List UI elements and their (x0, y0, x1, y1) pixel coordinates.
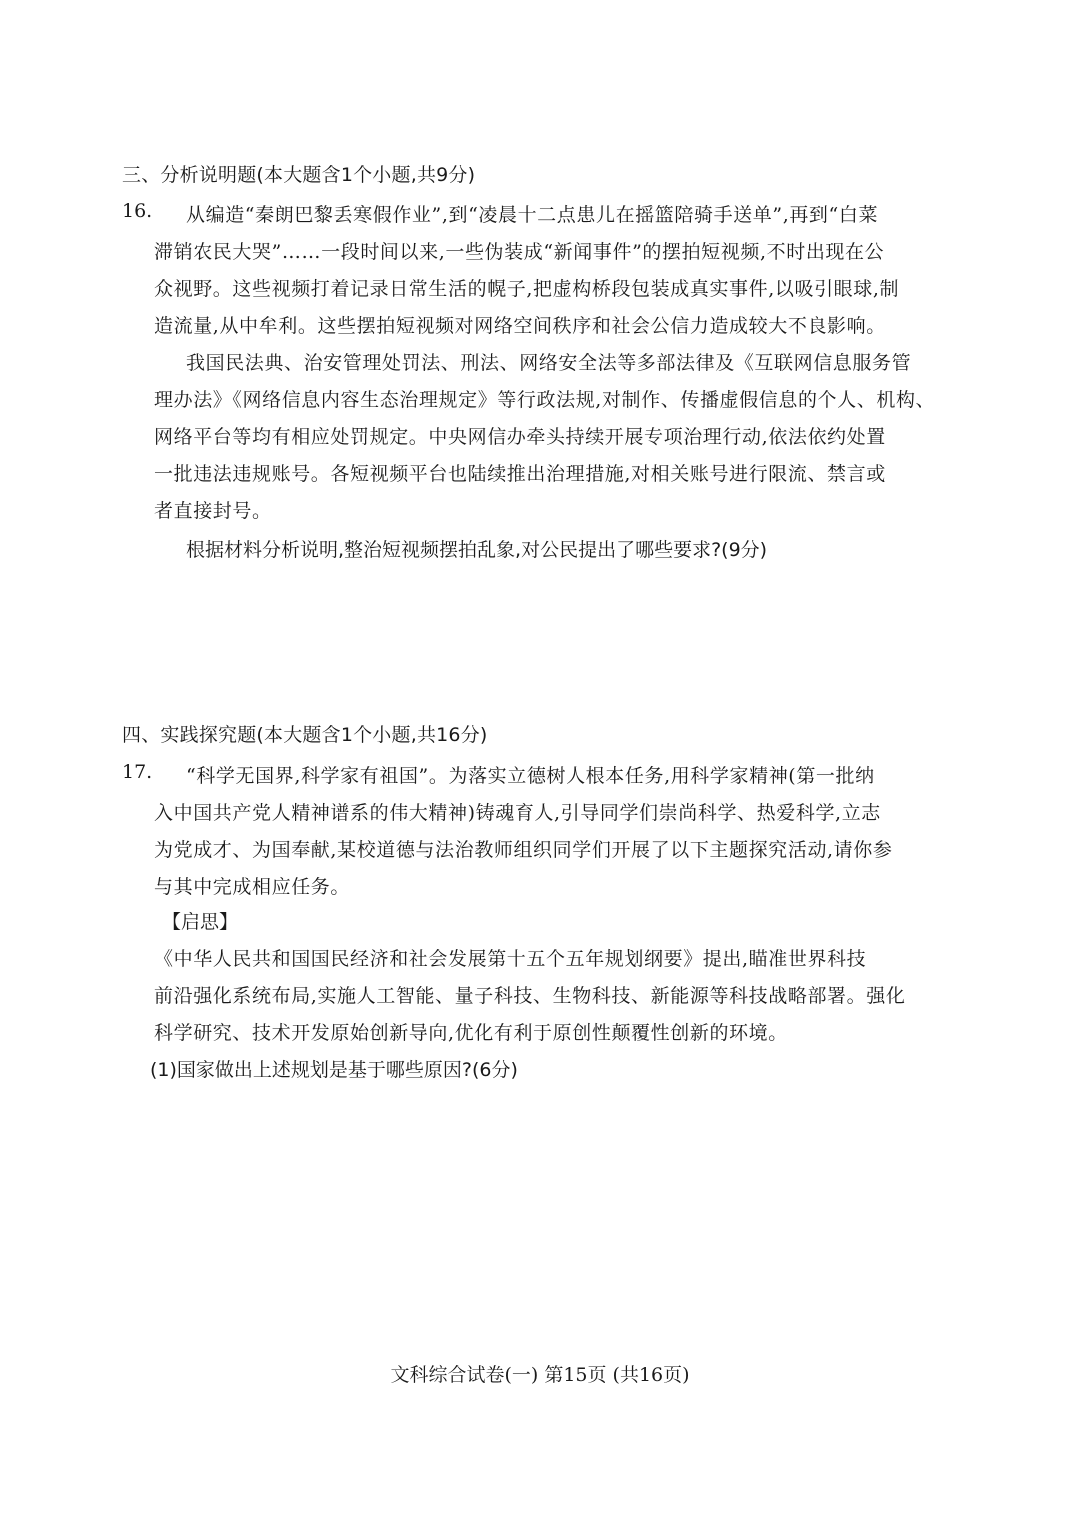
q16-line-6: 理办法》《网络信息内容生态治理规定》等行政法规,对制作、传播虚假信息的个人、机构、 (154, 389, 936, 411)
q16-line-4: 造流量,从中牟利。这些摆拍短视频对网络空间秩序和社会公信力造成较大不良影响。 (154, 315, 886, 337)
section-3-heading: 三、分析说明题(本大题含1个小题,共9分) (122, 164, 476, 186)
q17-line-2: 入中国共产党人精神谱系的伟大精神)铸魂育人,引导同学们崇尚科学、热爱科学,立志 (154, 802, 881, 824)
qisi-line-3: 科学研究、技术开发原始创新导向,优化有利于原创性颠覆性创新的环境。 (154, 1022, 788, 1044)
q17-line-1: “科学无国界,科学家有祖国”。为落实立德树人根本任务,用科学家精神(第一批纳 (186, 765, 875, 787)
page-footer: 文科综合试卷(一) 第15页 (共16页) (390, 1364, 690, 1386)
qisi-line-1: 《中华人民共和国国民经济和社会发展第十五个五年规划纲要》提出,瞄准世界科技 (154, 948, 867, 970)
question-17-number: 17. (122, 761, 153, 783)
q16-line-8: 一批违法违规账号。各短视频平台也陆续推出治理措施,对相关账号进行限流、禁言或 (154, 463, 886, 485)
q17-line-4: 与其中完成相应任务。 (154, 876, 351, 898)
qisi-line-2: 前沿强化系统布局,实施人工智能、量子科技、生物科技、新能源等科技战略部署。强化 (154, 985, 906, 1007)
qisi-subheading: 【启思】 (162, 911, 239, 933)
q16-line-7: 网络平台等均有相应处罚规定。中央网信办牵头持续开展专项治理行动,依法依约处置 (154, 426, 886, 448)
question-16-number: 16. (122, 200, 153, 222)
q16-line-2: 滞销农民大哭”……一段时间以来,一些伪装成“新闻事件”的摆拍短视频,不时出现在公 (154, 241, 885, 263)
section-4-heading: 四、实践探究题(本大题含1个小题,共16分) (122, 724, 488, 746)
q16-question: 根据材料分析说明,整治短视频摆拍乱象,对公民提出了哪些要求?(9分) (186, 539, 768, 561)
q16-line-5: 我国民法典、治安管理处罚法、刑法、网络安全法等多部法律及《互联网信息服务管 (186, 352, 912, 374)
q17-line-3: 为党成才、为国奉献,某校道德与法治教师组织同学们开展了以下主题探究活动,请你参 (154, 839, 893, 861)
q17-subquestion-1: (1)国家做出上述规划是基于哪些原因?(6分) (150, 1059, 518, 1081)
q16-line-9: 者直接封号。 (154, 500, 272, 522)
q16-line-3: 众视野。这些视频打着记录日常生活的幌子,把虚构桥段包装成真实事件,以吸引眼球,制 (154, 278, 900, 300)
q16-line-1: 从编造“秦朗巴黎丢寒假作业”,到“凌晨十二点患儿在摇篮陪骑手送单”,再到“白菜 (186, 204, 879, 226)
